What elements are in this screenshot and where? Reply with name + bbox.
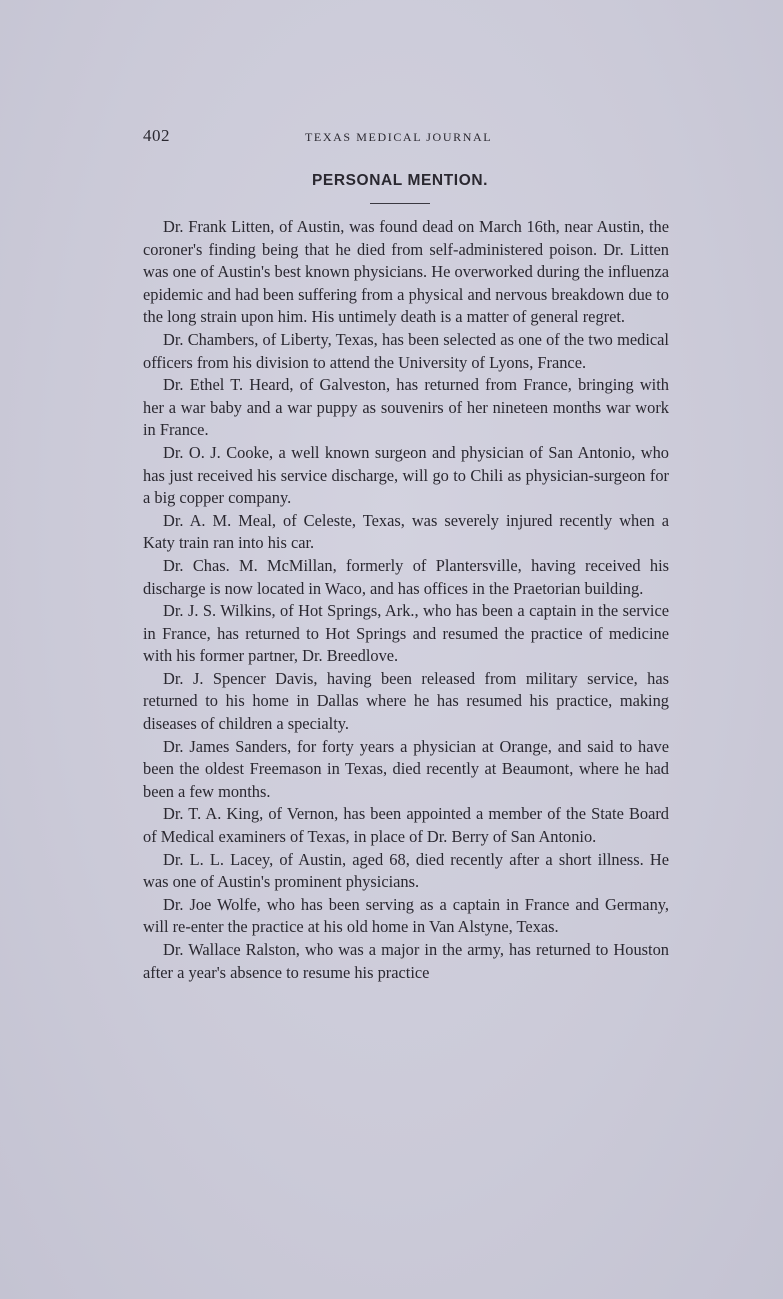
paragraph-ralston: Dr. Wallace Ralston, who was a major in the army, has returned to Houston after a year's absence to resume his practice xyxy=(143,940,669,982)
journal-title: TEXAS MEDICAL JOURNAL xyxy=(305,130,493,144)
paragraph-wolfe: Dr. Joe Wolfe, who has been serving as a captain in France and Germany, will re-enter the practice at his old home in Van Alstyne, Texas. xyxy=(143,894,669,937)
paragraph-davis: Dr. J. Spencer Davis, having been released from military service, has returned to his home in Dallas where he has resumed his practice, making diseases of children a specialty. xyxy=(143,668,669,734)
paragraph-lacey: Dr. L. L. Lacey, of Austin, aged 68, died recently after a short illness. He was one of Austin's prominent physicians. xyxy=(143,849,669,892)
section-heading: PERSONAL MENTION. xyxy=(311,172,489,189)
paragraph-chambers: Dr. Chambers, of Liberty, Texas, has been selected as one of the two medical officers from his division to attend the University of Lyons, France. xyxy=(143,329,669,372)
paragraph-litten: Dr. Frank Litten, of Austin, was found dead on March 16th, near Austin, the coroner's finding being that he died from self-administered poison. Dr. Litten was one of Austin's best known physicians. He overworked during the influenza epidemic and had been suffering from a physical and nervous breakdown due to the long strain upon him. His untimely death is a matter of general regret. xyxy=(143,217,669,327)
paragraph-heard: Dr. Ethel T. Heard, of Galveston, has returned from France, bringing with her a war baby and a war puppy as souvenirs of her nineteen months war work in France. xyxy=(143,375,669,440)
page-number: 402 xyxy=(143,126,170,145)
paragraph-mcmillan: Dr. Chas. M. McMillan, formerly of Plantersville, having received his discharge is now located in Waco, and has offices in the Praetorian building. xyxy=(143,555,669,598)
heading-rule xyxy=(370,203,430,204)
paragraph-cooke: Dr. O. J. Cooke, a well known surgeon and physician of San Antonio, who has just received his service discharge, will go to Chili as physician-surgeon for a big copper company. xyxy=(143,442,669,508)
paragraph-wilkins: Dr. J. S. Wilkins, of Hot Springs, Ark., who has been a captain in the service in France, has returned to Hot Springs and resumed the practice of medicine with his former partner, Dr. Breedlove. xyxy=(143,601,669,666)
paragraph-sanders: Dr. James Sanders, for forty years a physician at Orange, and said to have been the oldest Freemason in Texas, died recently at Beaumont, where he had been a few months. xyxy=(143,736,669,801)
article-body xyxy=(143,216,669,984)
running-head xyxy=(143,126,673,150)
paragraph-king: Dr. T. A. King, of Vernon, has been appointed a member of the State Board of Medical examiners of Texas, in place of Dr. Berry of San Antonio. xyxy=(143,804,669,847)
paragraph-meal: Dr. A. M. Meal, of Celeste, Texas, was severely injured recently when a Katy train ran into his car. xyxy=(143,510,669,553)
